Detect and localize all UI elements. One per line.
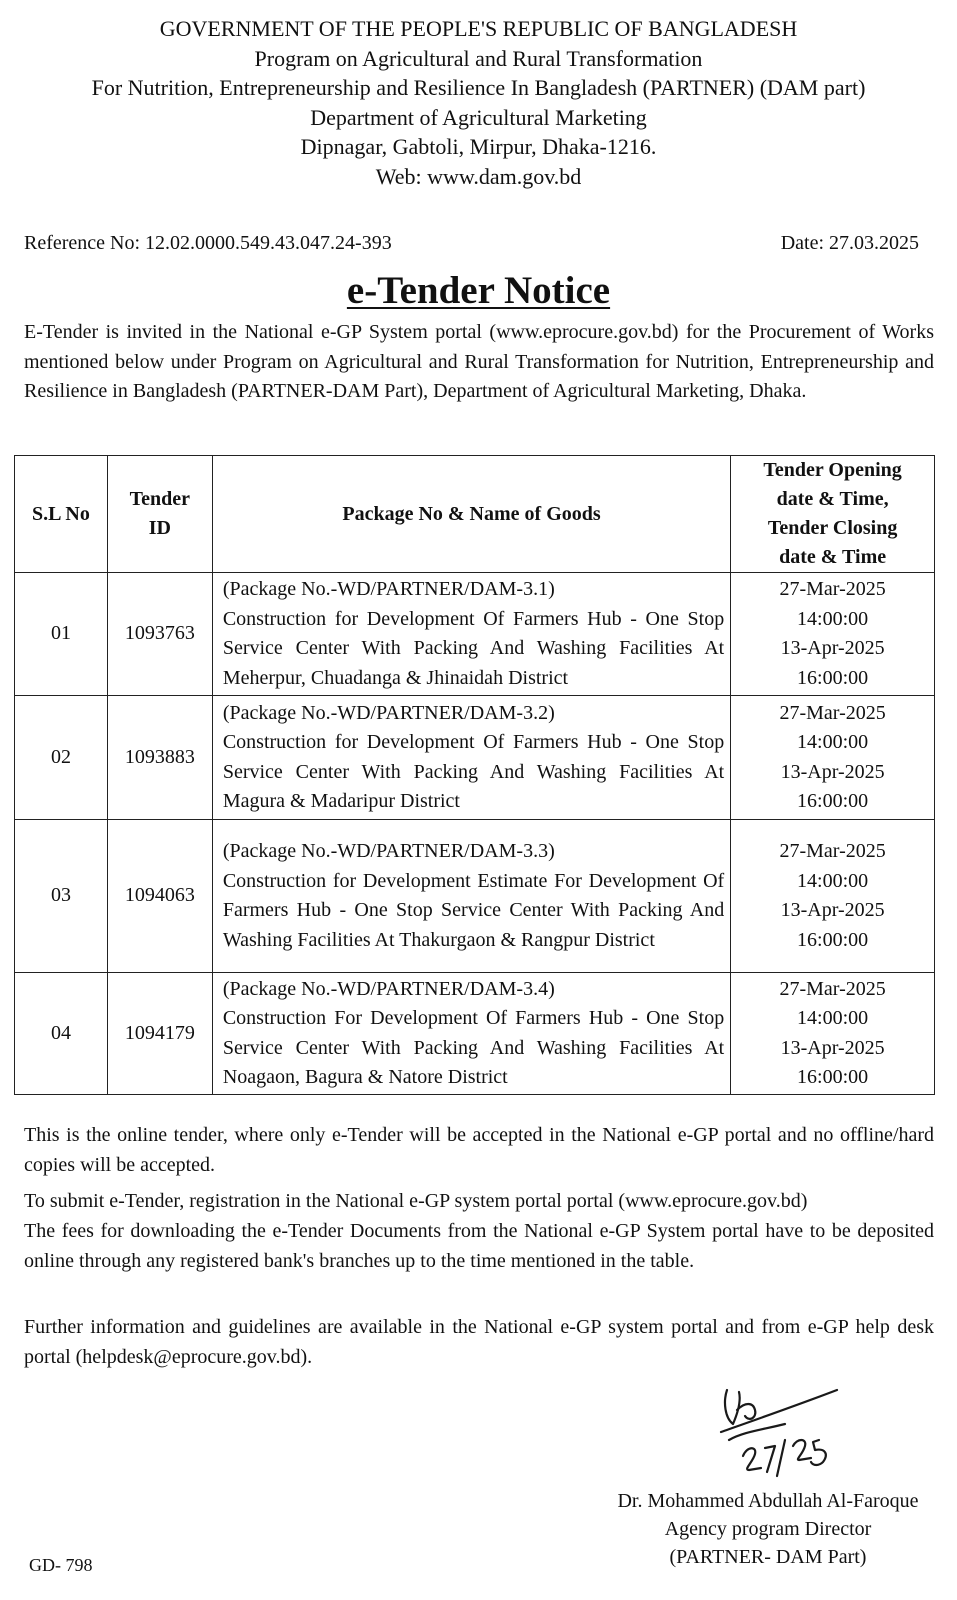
reference-number: Reference No: 12.02.0000.549.43.047.24-393 (24, 232, 392, 254)
header-dates-line: date & Time, (776, 488, 889, 510)
opening-time: 14:00:00 (797, 869, 869, 892)
signatory-block (600, 1487, 936, 1571)
cell-sl-no: 04 (15, 973, 108, 1095)
closing-time: 16:00:00 (797, 790, 869, 812)
package-name: Construction for Development Estimate For Development Of Farmers Hub - One Stop Service Center With Packing And Washing Facilities At Thakurgaon & Rangpur District (222, 869, 725, 951)
cell-package (212, 696, 730, 820)
header-dates-line: Tender Opening (763, 459, 902, 481)
registration-paragraph: To submit e-Tender, registration in the National e-GP system portal portal (www.eprocure.gov.bd) (24, 1190, 808, 1212)
opening-date: 27-Mar-2025 (779, 840, 886, 862)
letterhead-website: Web: www.dam.gov.bd (375, 163, 582, 189)
letterhead-department: Department of Agricultural Marketing (310, 104, 647, 130)
cell-tender-id: 1093763 (107, 573, 212, 696)
cell-tender-id: 1093883 (107, 696, 212, 820)
letterhead (0, 14, 957, 191)
signatory-designation: Agency program Director (664, 1518, 872, 1540)
cell-dates (731, 820, 935, 973)
opening-date: 27-Mar-2025 (779, 977, 886, 1000)
opening-date: 27-Mar-2025 (779, 701, 886, 724)
cell-package (212, 573, 730, 696)
header-sl-no: S.L No (15, 456, 108, 573)
package-name: Construction for Development Of Farmers Hub - One Stop Service Center With Packing And Washing Facilities At Magura & Madaripur District (222, 731, 725, 812)
cell-dates (731, 973, 935, 1095)
header-package: Package No & Name of Goods (212, 456, 730, 573)
header-dates (731, 456, 935, 573)
package-number: (Package No.-WD/PARTNER/DAM-3.1) (222, 578, 555, 600)
cell-package (212, 820, 730, 973)
package-number: (Package No.-WD/PARTNER/DAM-3.4) (222, 977, 555, 1000)
closing-date: 13-Apr-2025 (780, 899, 885, 921)
closing-date: 13-Apr-2025 (780, 1036, 885, 1059)
handwritten-signature (715, 1380, 845, 1480)
letterhead-address: Dipnagar, Gabtoli, Mirpur, Dhaka-1216. (300, 134, 657, 159)
intro-paragraph: E-Tender is invited in the National e-GP System portal (www.eprocure.gov.bd) for the Procurement of Works mentioned below under Program on Agricultural and Rural Transformation for Nutrition, Entrepreneurship and Resilience in Bangladesh (PARTNER-DAM Part), Department of Agricultural Marketing, Dhaka. (24, 321, 934, 402)
fees-paragraph: The fees for downloading the e-Tender Documents from the National e-GP System portal have to be deposited online through any registered bank's branches up to the time mentioned in the table. (24, 1220, 934, 1272)
opening-time: 14:00:00 (797, 731, 869, 753)
letterhead-program-detail: For Nutrition, Entrepreneurship and Resilience In Bangladesh (PARTNER) (DAM part) (91, 75, 866, 100)
opening-time: 14:00:00 (797, 1007, 869, 1029)
table-row (15, 696, 935, 820)
header-dates-line: date & Time (779, 546, 887, 568)
header-tender-id (107, 456, 212, 573)
cell-package (212, 973, 730, 1095)
notice-title: e-Tender Notice (346, 269, 611, 312)
closing-date: 13-Apr-2025 (780, 637, 885, 659)
notice-date: Date: 27.03.2025 (780, 232, 919, 254)
package-number: (Package No.-WD/PARTNER/DAM-3.3) (222, 840, 555, 862)
cell-sl-no: 02 (15, 696, 108, 820)
header-dates-line: Tender Closing (767, 517, 898, 539)
closing-date: 13-Apr-2025 (780, 760, 885, 783)
table-row (15, 573, 935, 696)
closing-time: 16:00:00 (797, 1066, 869, 1088)
package-number: (Package No.-WD/PARTNER/DAM-3.2) (222, 701, 555, 724)
package-name: Construction for Development Of Farmers Hub - One Stop Service Center With Packing And Washing Facilities At Meherpur, Chuadanga & Jhinaidah District (222, 607, 725, 689)
opening-time: 14:00:00 (797, 607, 869, 630)
package-name: Construction For Development Of Farmers Hub - One Stop Service Center With Packing And Washing Facilities At Noagaon, Bagura & Natore District (222, 1007, 725, 1088)
table-header-row (15, 456, 935, 573)
letterhead-government: GOVERNMENT OF THE PEOPLE'S REPUBLIC OF BANGLADESH (159, 16, 798, 41)
header-tender-id-label: Tender ID (129, 488, 191, 539)
table-row (15, 973, 935, 1095)
letterhead-program: Program on Agricultural and Rural Transformation (254, 45, 703, 71)
opening-date: 27-Mar-2025 (779, 578, 886, 600)
footer-code: GD- 798 (29, 1555, 93, 1575)
table-row (15, 820, 935, 973)
tender-table (14, 455, 935, 1095)
further-info-paragraph: Further information and guidelines are available in the National e-GP system portal and from e-GP help desk portal (helpdesk@eprocure.gov.bd). (24, 1316, 934, 1368)
online-tender-paragraph: This is the online tender, where only e-Tender will be accepted in the National e-GP portal and no offline/hard copies will be accepted. (24, 1124, 934, 1176)
closing-time: 16:00:00 (797, 666, 869, 689)
cell-sl-no: 01 (15, 573, 108, 696)
closing-time: 16:00:00 (797, 928, 869, 951)
cell-dates (731, 573, 935, 696)
signatory-name: Dr. Mohammed Abdullah Al-Faroque (617, 1490, 919, 1512)
cell-tender-id: 1094179 (107, 973, 212, 1095)
cell-dates (731, 696, 935, 820)
cell-tender-id: 1094063 (107, 820, 212, 973)
reference-row (24, 232, 919, 255)
signatory-unit: (PARTNER- DAM Part) (669, 1546, 867, 1568)
cell-sl-no: 03 (15, 820, 108, 973)
